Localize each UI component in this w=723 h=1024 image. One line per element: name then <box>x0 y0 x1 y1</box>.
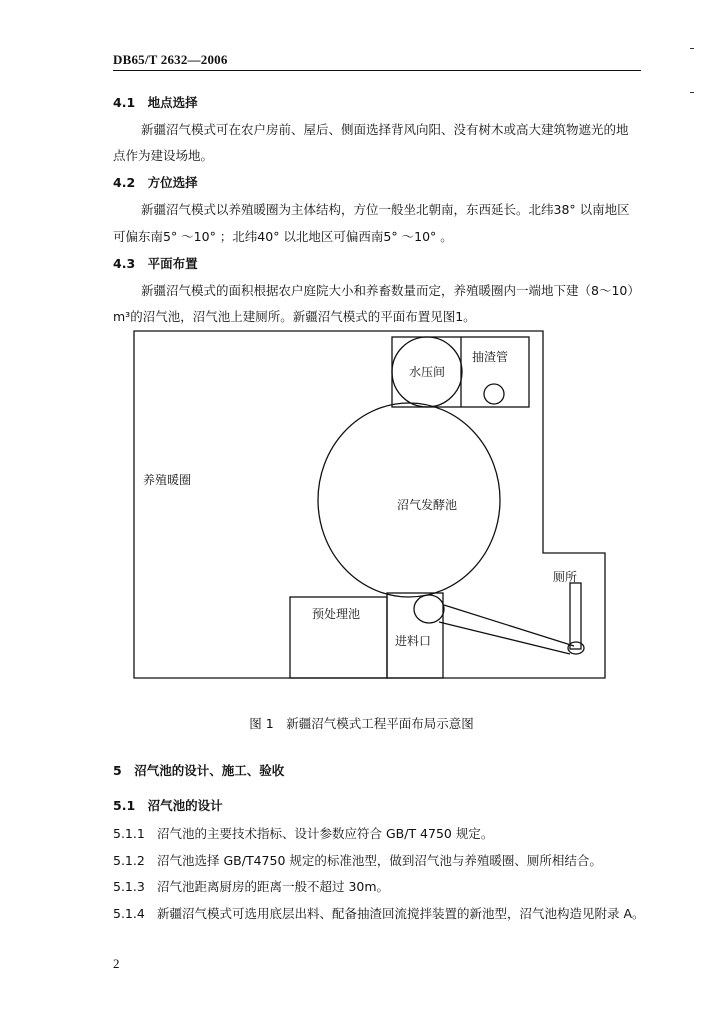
scan-mark <box>690 92 694 93</box>
item-number: 5.1.3 <box>113 879 145 894</box>
section-4-2-line: 可偏东南5° ～10° ；北纬40° 以北地区可偏西南5° ～10° 。 <box>113 229 453 244</box>
inlet-ellipse <box>414 595 444 623</box>
layout-diagram <box>133 330 607 680</box>
section-4-1-heading: 4.1 地点选择 <box>113 95 198 110</box>
digester-label: 沼气发酵池 <box>397 498 458 512</box>
page-number: 2 <box>113 956 120 971</box>
figure-caption: 图 1 新疆沼气模式工程平面布局示意图 <box>249 716 474 731</box>
section-4-1-line: 新疆沼气模式可在农户房前、屋后、侧面选择背风向阳、没有树木或高大建筑物遮光的地 <box>141 122 629 137</box>
section-4-2-heading: 4.2 方位选择 <box>113 175 198 190</box>
toilet-label: 厕所 <box>553 570 578 584</box>
scan-mark <box>690 48 694 49</box>
section-5-heading: 5 沼气池的设计、施工、验收 <box>113 763 285 778</box>
barn-outline <box>134 331 605 678</box>
pretreatment-label: 预处理池 <box>312 607 361 621</box>
item-number: 5.1.1 <box>113 826 145 841</box>
slag-pipe-circle <box>484 384 504 404</box>
section-4-3-line: 新疆沼气模式的面积根据农户庭院大小和养畜数量而定，养殖暖圈内一端地下建（8～10） <box>141 283 640 298</box>
section-4-1-line: 点作为建设场地。 <box>113 148 214 163</box>
document-id: DB65/T 2632—2006 <box>113 52 228 67</box>
toilet-chute <box>570 583 581 649</box>
item-text: 沼气池的主要技术指标、设计参数应符合 GB/T 4750 规定。 <box>157 826 494 841</box>
header-rule <box>113 70 641 71</box>
barn-label: 养殖暖圈 <box>143 473 192 487</box>
slag-pipe-label: 抽渣管 <box>472 350 509 364</box>
item-text: 新疆沼气模式可选用底层出料、配备抽渣回流搅拌装置的新池型，沼气池构造见附录 A。 <box>157 906 645 921</box>
section-4-3-line: m³的沼气池，沼气池上建厕所。新疆沼气模式的平面布置见图1。 <box>113 309 476 324</box>
inlet-label: 进料口 <box>395 634 432 648</box>
pressure-room-label: 水压间 <box>409 365 446 379</box>
pipe-line-upper <box>444 605 574 646</box>
section-5-1-heading: 5.1 沼气池的设计 <box>113 798 223 813</box>
item-text: 沼气池距离厨房的距离一般不超过 30m。 <box>157 879 390 894</box>
section-4-2-line: 新疆沼气模式以养殖暖圈为主体结构，方位一般坐北朝南，东西延长。北纬38° 以南地区 <box>141 202 630 217</box>
section-4-3-heading: 4.3 平面布置 <box>113 256 198 271</box>
item-number: 5.1.4 <box>113 906 145 921</box>
item-text: 沼气池选择 GB/T4750 规定的标准池型，做到沼气池与养殖暖圈、厕所相结合。 <box>157 853 602 868</box>
item-number: 5.1.2 <box>113 853 145 868</box>
